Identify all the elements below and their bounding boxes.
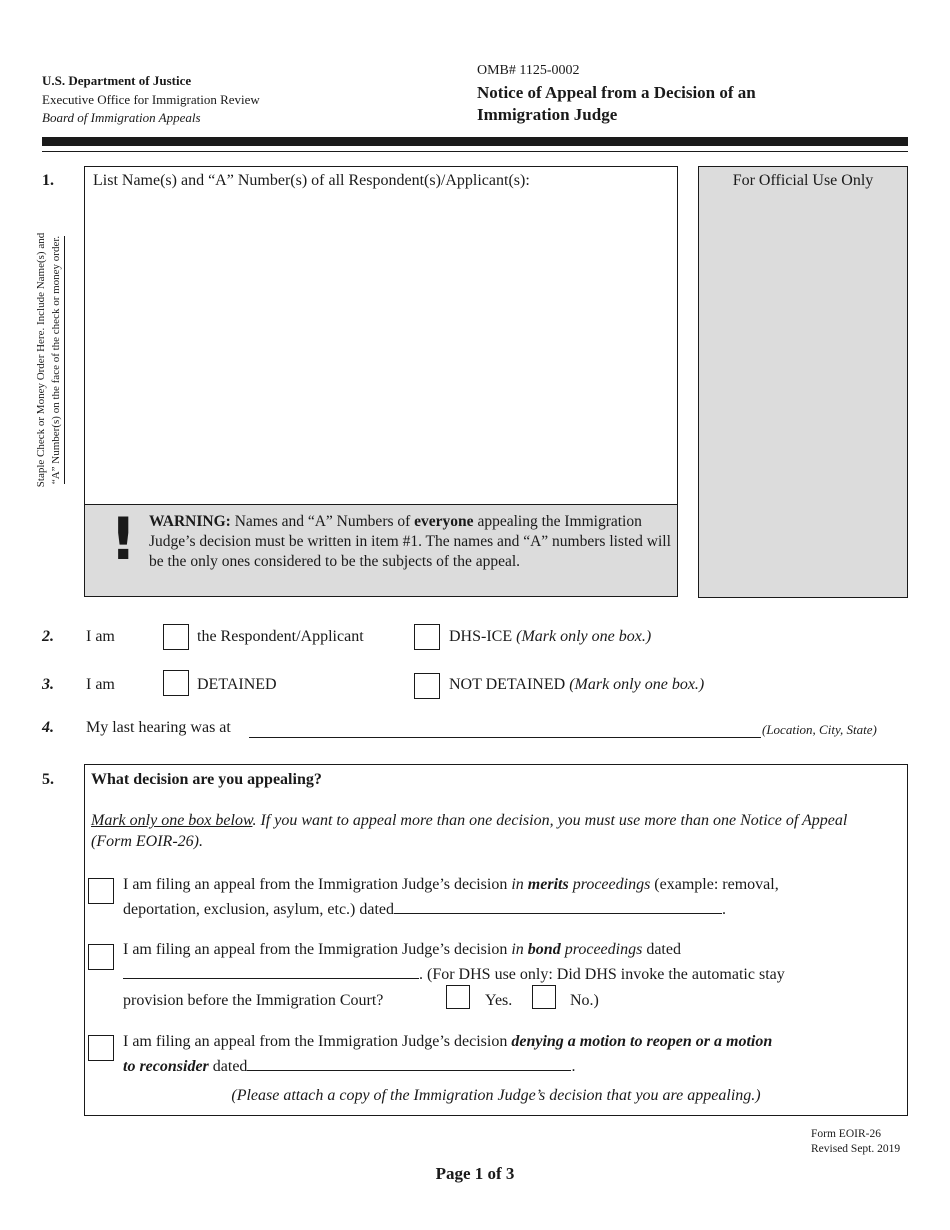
respondent-checkbox[interactable] — [163, 624, 189, 650]
item3-prefix: I am — [86, 676, 115, 693]
stay-yes-label: Yes. — [485, 992, 513, 1009]
detained-label: DETAINED — [197, 676, 277, 693]
item1-number: 1. — [42, 172, 54, 189]
attach-note: (Please attach a copy of the Immigration Judge’s decision that you are appealing.) — [231, 1087, 761, 1104]
detained-checkbox[interactable] — [163, 670, 189, 696]
hearing-label: My last hearing was at — [86, 719, 231, 736]
bond-checkbox[interactable] — [88, 944, 114, 970]
stay-yes-checkbox[interactable] — [446, 985, 470, 1009]
motion-date-field[interactable] — [247, 1056, 571, 1071]
office-name: Executive Office for Immigration Review — [42, 91, 260, 107]
item3-number: 3. — [42, 676, 54, 693]
warning-title: WARNING: — [149, 513, 231, 530]
official-use-label: For Official Use Only — [732, 172, 874, 189]
not-detained-label: NOT DETAINED (Mark only one box.) — [449, 676, 705, 693]
item5-number: 5. — [42, 771, 54, 788]
official-use-box — [698, 166, 908, 598]
omb-number: OMB# 1125-0002 — [477, 63, 580, 78]
decision-instructions: Mark only one box below. If you want to appeal more than one decision, you must use more than one Notice of Appeal (Form EOIR-26). — [91, 812, 848, 850]
item3-note: (Mark only one box.) — [569, 676, 705, 693]
bond-date-field[interactable] — [123, 964, 419, 979]
merits-date-field[interactable] — [394, 899, 722, 914]
item2-number: 2. — [42, 628, 54, 645]
staple-note-line1: Staple Check or Money Order Here. Include Name(s) and — [35, 232, 47, 488]
stay-no-checkbox[interactable] — [532, 985, 556, 1009]
decision-question: What decision are you appealing? — [91, 771, 322, 788]
exclamation-icon: ! — [110, 505, 137, 573]
hearing-location-field[interactable] — [249, 737, 761, 738]
staple-note — [34, 210, 74, 510]
dhs-ice-checkbox[interactable] — [414, 624, 440, 650]
hearing-note: (Location, City, State) — [762, 722, 877, 737]
item2-note: (Mark only one box.) — [516, 628, 652, 645]
merits-option: I am filing an appeal from the Immigration Judge’s decision in merits proceedings (example: removal, deportation, exclusion, asylum, etc.) dated . — [123, 876, 779, 918]
merits-checkbox[interactable] — [88, 878, 114, 904]
staple-note-line2: “A” Number(s) on the face of the check or money order. — [49, 236, 65, 484]
form-number: Form EOIR-26 Revised Sept. 2019 — [811, 1128, 901, 1155]
form-title-block — [477, 63, 756, 126]
bond-option: I am filing an appeal from the Immigration Judge’s decision in bond proceedings dated . (For DHS use only: Did DHS invoke the automatic stay — [123, 941, 785, 983]
motion-checkbox[interactable] — [88, 1035, 114, 1061]
item4-number: 4. — [42, 719, 54, 736]
warning-text: WARNING: Names and “A” Numbers of everyone appealing the Immigration Judge’s decision must be written in item #1. The names and “A” numbers listed will be the only ones considered to be the subjects of the appeal. — [149, 513, 671, 570]
stay-question: provision before the Immigration Court? — [123, 992, 384, 1009]
board-name: Board of Immigration Appeals — [42, 110, 201, 125]
motion-option: I am filing an appeal from the Immigration Judge’s decision denying a motion to reopen or a motion to reconsider dated . — [123, 1033, 773, 1075]
dhs-ice-label: DHS-ICE (Mark only one box.) — [449, 628, 652, 645]
form-title-line2: Immigration Judge — [477, 105, 618, 124]
agency-block — [42, 72, 260, 128]
form-title-line1: Notice of Appeal from a Decision of an — [477, 83, 756, 102]
form-title — [477, 82, 756, 126]
warning-everyone: everyone — [414, 513, 474, 530]
department-name: U.S. Department of Justice — [42, 73, 192, 88]
stay-no-label: No.) — [570, 992, 599, 1009]
header-rule-thin — [42, 151, 908, 152]
page-number: Page 1 of 3 — [435, 1164, 515, 1183]
not-detained-checkbox[interactable] — [414, 673, 440, 699]
header-rule-thick — [42, 137, 908, 146]
decision-instructions-underlined: Mark only one box below — [91, 812, 253, 829]
respondent-label: the Respondent/Applicant — [197, 628, 364, 645]
item2-prefix: I am — [86, 628, 115, 645]
names-label: List Name(s) and “A” Number(s) of all Respondent(s)/Applicant(s): — [93, 172, 530, 189]
